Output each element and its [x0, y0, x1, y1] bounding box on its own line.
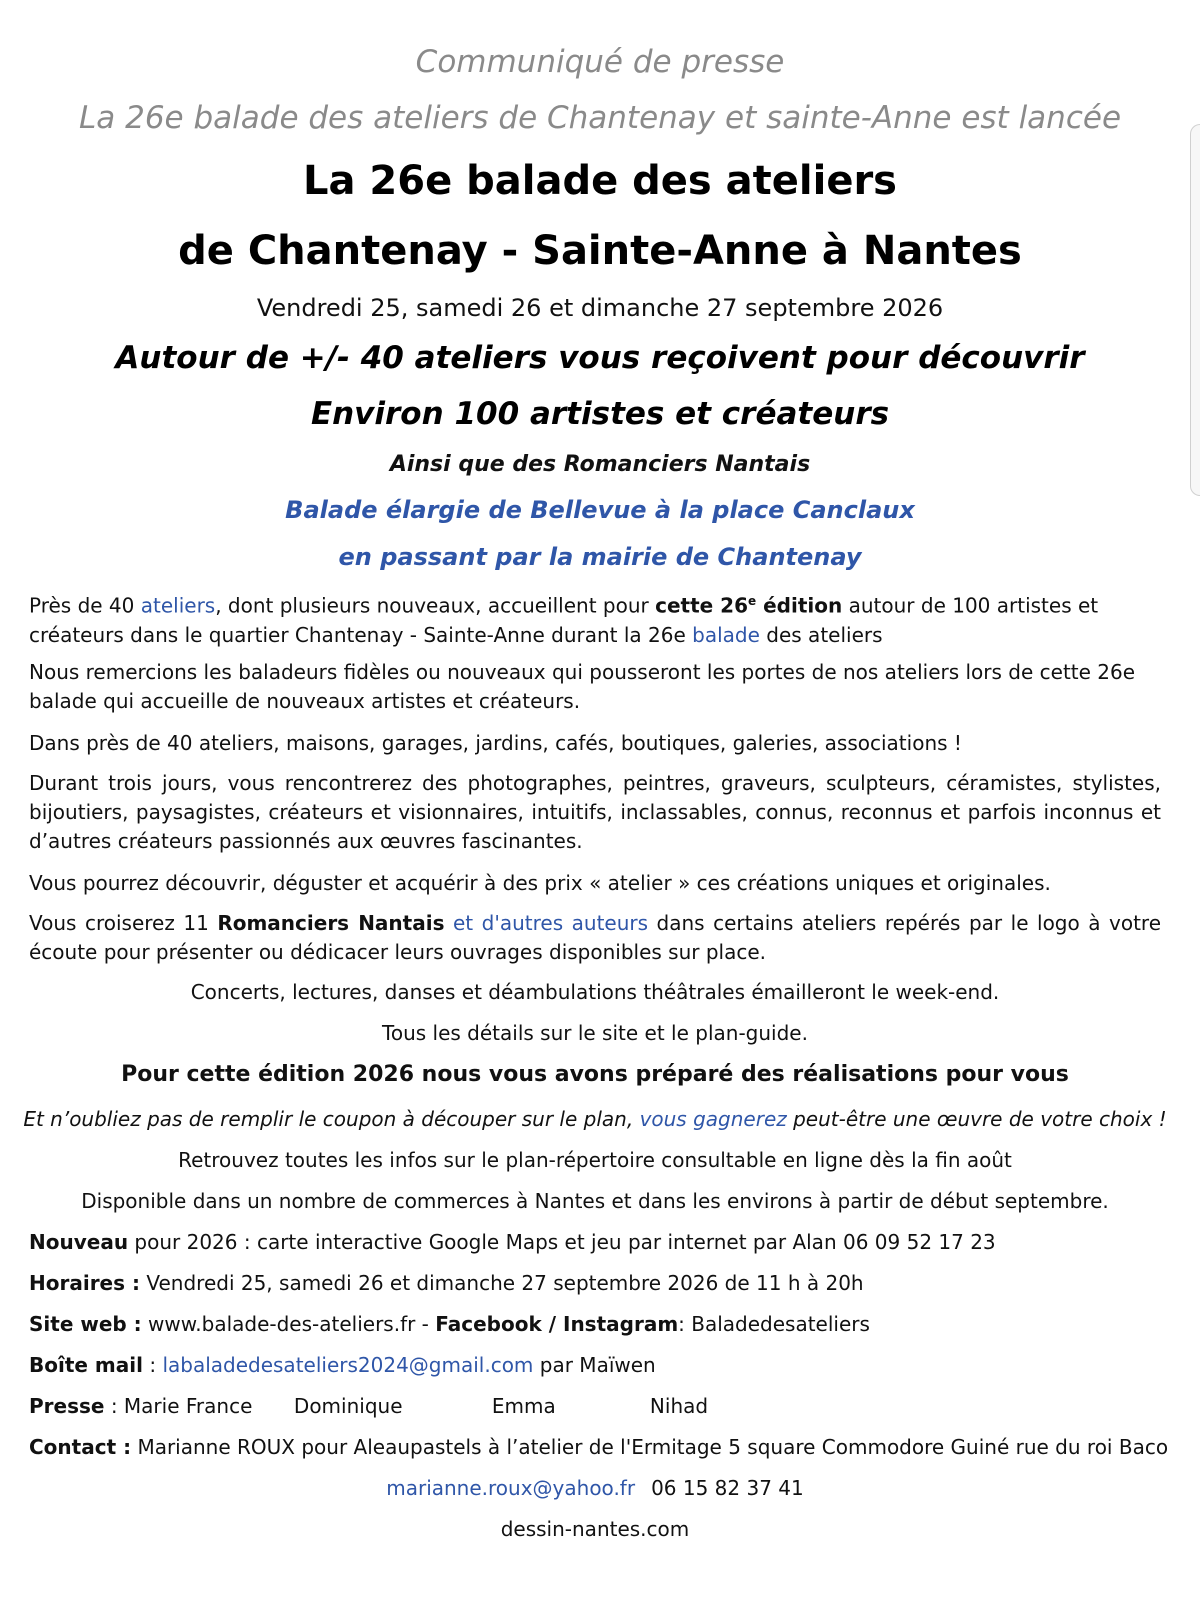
website-link[interactable]: www.balade-des-ateliers.fr	[148, 1312, 416, 1336]
contact-text: Marianne ROUX pour Aleaupastels à l’atelier de l'Ermitage 5 square Commodore Guiné rue du roi Baco	[131, 1435, 1169, 1459]
plan-repertoire-line: Retrouvez toutes les infos sur le plan-répertoire consultable en ligne dès la fin août	[178, 1148, 1012, 1172]
nouveau-line	[29, 1230, 996, 1254]
text: Près de 40	[29, 593, 141, 618]
presse-line	[29, 1394, 708, 1418]
horaires-label: Horaires :	[29, 1271, 140, 1295]
highlight-artistes: Environ 100 artistes et créateurs	[310, 396, 890, 432]
mail-label: Boîte mail	[29, 1353, 143, 1377]
separator: :	[142, 1353, 163, 1377]
places-paragraph: Dans près de 40 ateliers, maisons, garages, jardins, cafés, boutiques, galeries, associations !	[29, 731, 962, 755]
press-release-kicker: Communiqué de presse	[415, 44, 785, 80]
text: des ateliers	[759, 622, 883, 647]
separator: :	[104, 1394, 124, 1418]
edition-sup: e	[748, 594, 757, 608]
site-label: Site web :	[29, 1312, 142, 1336]
ateliers-link[interactable]: ateliers	[140, 593, 216, 618]
event-dates: Vendredi 25, samedi 26 et dimanche 27 septembre 2026	[256, 294, 944, 322]
subtitle-kicker: La 26e balade des ateliers de Chantenay et sainte-Anne est lancée	[78, 100, 1122, 136]
text: Et n’oubliez pas de remplir le coupon à découper sur le plan,	[23, 1107, 640, 1131]
edition-bold-2: édition	[756, 593, 843, 618]
autres-auteurs-link[interactable]: et d'autres auteurs	[444, 911, 649, 935]
email-link[interactable]: labaladedesateliers2024@gmail.com	[162, 1353, 534, 1377]
presse-label: Presse	[29, 1394, 105, 1418]
text: autour de 100 artistes et créateurs dans le quartier Chantenay - Sainte-Anne durant la 26e	[29, 593, 1099, 647]
highlight-balade-elargie: Balade élargie de Bellevue à la place Canclaux	[285, 496, 915, 524]
facebook-label: Facebook / Instagram	[435, 1312, 679, 1336]
separator: -	[415, 1312, 436, 1336]
presse-name: Dominique	[293, 1394, 403, 1418]
text: dans certains ateliers repérés par le logo à votre écoute pour présenter ou dédicacer leurs ouvrages disponibles sur place.	[29, 911, 1162, 964]
contact-email-link[interactable]: marianne.roux@yahoo.fr	[386, 1476, 636, 1500]
presse-name: Nihad	[649, 1394, 709, 1418]
highlight-ateliers: Autour de +/- 40 ateliers vous reçoivent pour découvrir	[115, 340, 1085, 376]
footer-site: dessin-nantes.com	[500, 1517, 690, 1541]
contact-email-line	[0, 1476, 1190, 1500]
romanciers-bold: Romanciers Nantais	[217, 911, 445, 935]
highlight-mairie: en passant par la mairie de Chantenay	[338, 543, 862, 571]
presse-name: Marie France	[123, 1394, 253, 1418]
authors-paragraph	[29, 909, 1161, 967]
highlight-romanciers: Ainsi que des Romanciers Nantais	[389, 452, 811, 477]
text: , dont plusieurs nouveaux, accueillent pour	[215, 593, 656, 618]
edition-heading: Pour cette édition 2026 nous vous avons préparé des réalisations pour vous	[121, 1062, 1069, 1087]
text: Vous croiserez 11	[29, 911, 218, 935]
edition-bold: cette 26	[655, 593, 749, 618]
main-title-line2: de Chantenay - Sainte-Anne à Nantes	[178, 228, 1022, 274]
contact-label: Contact :	[29, 1435, 132, 1459]
site-line	[29, 1312, 870, 1336]
main-title-line1: La 26e balade des ateliers	[303, 158, 897, 204]
nouveau-label: Nouveau	[29, 1230, 129, 1254]
presse-name: Emma	[491, 1394, 556, 1418]
details-line: Tous les détails sur le site et le plan-guide.	[382, 1021, 808, 1045]
vous-gagnerez-link[interactable]: vous gagnerez	[639, 1107, 787, 1131]
nouveau-text: pour 2026 : carte interactive Google Maps et jeu par internet par Alan 06 09 52 17 23	[128, 1230, 996, 1254]
horaires-text: Vendredi 25, samedi 26 et dimanche 27 septembre 2026 de 11 h à 20h	[140, 1271, 864, 1295]
thanks-paragraph: Nous remercions les baladeurs fidèles ou nouveaux qui pousseront les portes de nos ateliers lors de cette 26e balade qui accueille de nouveaux artistes et créateurs.	[29, 660, 1136, 713]
facebook-text: : Baladedesateliers	[678, 1312, 870, 1336]
prices-paragraph: Vous pourrez découvrir, déguster et acquérir à des prix « atelier » ces créations uniques et originales.	[29, 871, 1051, 895]
mail-text: par Maïwen	[533, 1353, 656, 1377]
artists-paragraph: Durant trois jours, vous rencontrerez des photographes, peintres, graveurs, sculpteurs, céramistes, stylistes, bijoutiers, paysagistes, créateurs et visionnaires, intuitifs, inclassables, connus, reconnus et parfois inconnus et d’autres créateurs passionnés aux œuvres fascinantes.	[29, 771, 1161, 853]
coupon-line	[0, 1107, 1190, 1131]
intro-paragraph	[29, 587, 1161, 650]
concerts-line: Concerts, lectures, danses et déambulations théâtrales émailleront le week-end.	[190, 980, 1000, 1004]
mail-line	[29, 1353, 656, 1377]
horaires-line	[29, 1271, 864, 1295]
contact-line	[29, 1435, 1168, 1459]
text: peut-être une œuvre de votre choix !	[786, 1107, 1167, 1131]
disponible-line: Disponible dans un nombre de commerces à Nantes et dans les environs à partir de début septembre.	[81, 1189, 1109, 1213]
contact-phone: 06 15 82 37 41	[651, 1476, 804, 1500]
balade-link[interactable]: balade	[692, 622, 760, 647]
